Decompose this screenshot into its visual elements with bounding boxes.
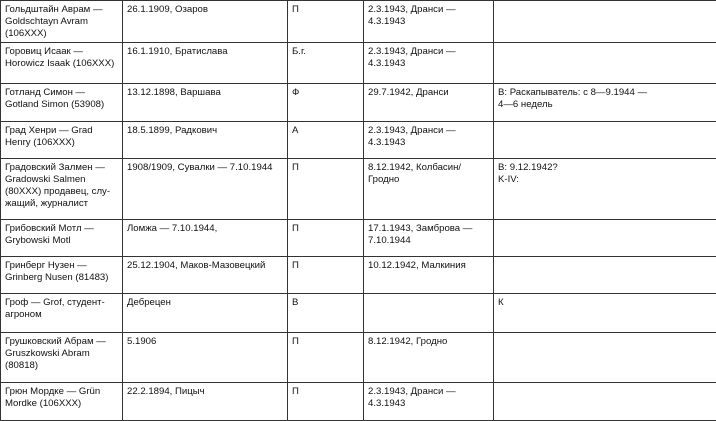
event-cell: 2.3.1943, Дранси — 4.3.1943 bbox=[364, 383, 494, 421]
code-cell: В bbox=[288, 294, 364, 333]
name-cell: Градовский Залмен — Gradowski Salmen (80XXX) продавец, слу- жащий, журналист bbox=[1, 159, 123, 220]
table-row bbox=[1, 220, 716, 257]
name-cell: Град Хенри — Grad Henry (106XXX) bbox=[1, 122, 123, 159]
table-row bbox=[1, 294, 716, 333]
name-cell: Готланд Симон — Gotland Simon (53908) bbox=[1, 84, 123, 122]
birth-cell: 1908/1909, Сувалки — 7.10.1944 bbox=[123, 159, 288, 220]
birth-cell: 5.1906 bbox=[123, 333, 288, 383]
code-cell: П bbox=[288, 257, 364, 294]
name-cell: Гольдштайн Аврам — Goldschtayn Avram (106XXX) bbox=[1, 1, 123, 43]
code-cell: А bbox=[288, 122, 364, 159]
event-cell: 8.12.1942, Колбасин/ Гродно bbox=[364, 159, 494, 220]
name-cell: Горовиц Исаак — Horowicz Isaak (106XXX) bbox=[1, 43, 123, 84]
birth-cell: Дебрецен bbox=[123, 294, 288, 333]
code-cell: Ф bbox=[288, 84, 364, 122]
code-cell: П bbox=[288, 383, 364, 421]
birth-cell: 22.2.1894, Пицыч bbox=[123, 383, 288, 421]
code-cell: П bbox=[288, 159, 364, 220]
event-cell: 2.3.1943, Дранси — 4.3.1943 bbox=[364, 122, 494, 159]
code-cell: П bbox=[288, 333, 364, 383]
table-row bbox=[1, 1, 716, 43]
notes-cell: В: 9.12.1942? K-IV: bbox=[494, 159, 716, 220]
birth-cell: 18.5.1899, Радкович bbox=[123, 122, 288, 159]
table-row bbox=[1, 84, 716, 122]
table-row bbox=[1, 159, 716, 220]
table-row bbox=[1, 257, 716, 294]
birth-cell: 26.1.1909, Озаров bbox=[123, 1, 288, 43]
notes-cell: В: Раскапыватель: с 8—9.1944 — 4—6 недель bbox=[494, 84, 716, 122]
event-cell: 8.12.1942, Гродно bbox=[364, 333, 494, 383]
table-row bbox=[1, 122, 716, 159]
event-cell bbox=[364, 294, 494, 333]
birth-cell: Ломжа — 7.10.1944, bbox=[123, 220, 288, 257]
notes-cell bbox=[494, 333, 716, 383]
code-cell: Б.г. bbox=[288, 43, 364, 84]
birth-cell: 16.1.1910, Братислава bbox=[123, 43, 288, 84]
notes-cell bbox=[494, 257, 716, 294]
birth-cell: 25.12.1904, Маков-Мазовецкий bbox=[123, 257, 288, 294]
code-cell: П bbox=[288, 1, 364, 43]
name-cell: Грушковский Абрам — Gruszkowski Abram (80818) bbox=[1, 333, 123, 383]
table-row bbox=[1, 383, 716, 421]
code-cell: П bbox=[288, 220, 364, 257]
notes-cell: К bbox=[494, 294, 716, 333]
birth-cell: 13.12.1898, Варшава bbox=[123, 84, 288, 122]
event-cell: 10.12.1942, Малкиния bbox=[364, 257, 494, 294]
name-cell: Гроф — Grof, студент- агроном bbox=[1, 294, 123, 333]
event-cell: 29.7.1942, Дранси bbox=[364, 84, 494, 122]
event-cell: 2.3.1943, Дранси — 4.3.1943 bbox=[364, 1, 494, 43]
notes-cell bbox=[494, 1, 716, 43]
table-row bbox=[1, 43, 716, 84]
table-row bbox=[1, 333, 716, 383]
event-cell: 17.1.1943, Замброва — 7.10.1944 bbox=[364, 220, 494, 257]
name-cell: Грюн Мордке — Grün Mordke (106XXX) bbox=[1, 383, 123, 421]
name-cell: Грибовский Мотл — Grybowski Motl bbox=[1, 220, 123, 257]
notes-cell bbox=[494, 43, 716, 84]
name-cell: Гринберг Нузен — Grinberg Nusen (81483) bbox=[1, 257, 123, 294]
notes-cell bbox=[494, 383, 716, 421]
notes-cell bbox=[494, 220, 716, 257]
notes-cell bbox=[494, 122, 716, 159]
event-cell: 2.3.1943, Дранси — 4.3.1943 bbox=[364, 43, 494, 84]
